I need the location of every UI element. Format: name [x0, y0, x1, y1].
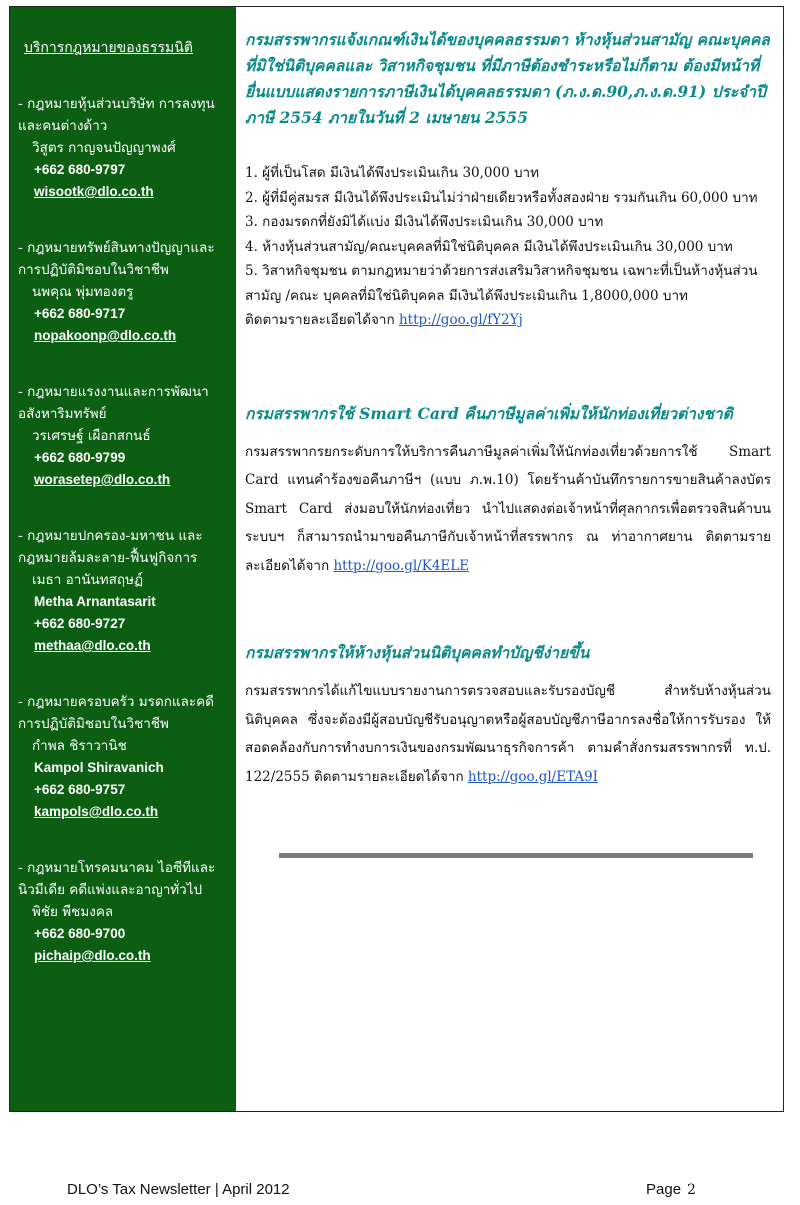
- contact-email[interactable]: wisootk@dlo.co.th: [34, 184, 154, 199]
- contact-block: [18, 381, 236, 491]
- contact-name: พิชัย พืชมงคล: [32, 904, 114, 920]
- footer-page: [646, 1181, 696, 1198]
- sidebar: [10, 7, 236, 1111]
- list-item: 5. วิสาหกิจชุมชน ตามกฎหมายว่าด้วยการส่งเสริมวิสาหกิจชุมชน เฉพาะที่เป็นห้างหุ้นส่วนสามัญ /คณะ บุคคลที่มิใช่นิติบุคคล มีเงินได้พึงประเมินเกิน 1,8000,000 บาท: [245, 263, 758, 304]
- list-item: 3. กองมรดกที่ยังมิได้แบ่ง มีเงินได้พึงประเมินเกิน 30,000 บาท: [245, 214, 604, 230]
- contact-phone: +662 680-9797: [34, 162, 126, 177]
- contact-phone: +662 680-9700: [34, 926, 126, 941]
- contact-area: - กฎหมายปกครอง-มหาชน และ: [18, 528, 203, 544]
- article2-headline: กรมสรรพากรใช้ Smart Card คืนภาษีมูลค่าเพิ่มให้นักท่องเที่ยวต่างชาติ: [245, 403, 733, 423]
- contact-email[interactable]: nopakoonp@dlo.co.th: [34, 328, 177, 343]
- article3-link[interactable]: http://goo.gl/ETA9I: [467, 768, 599, 785]
- contact-area: การปฏิบัติมิชอบในวิชาชีพ: [18, 262, 169, 278]
- contact-block: [18, 691, 236, 823]
- list-item: 2. ผู้ที่มีคู่สมรส มีเงินได้พึงประเมินไม่ว่าฝ่ายเดียวหรือทั้งสองฝ่าย รวมกันเกิน 60,000 บาท: [245, 189, 758, 206]
- contact-name: วิสูตร กาญจนปัญญาพงศ์: [32, 140, 176, 156]
- contact-name: กำพล ชิราวานิช: [32, 738, 127, 754]
- contact-name-en: Metha Arnantasarit: [34, 594, 156, 609]
- article3-headline: กรมสรรพากรให้ห้างหุ้นส่วนนิติบุคคลทำบัญชีง่ายขึ้น: [245, 643, 590, 662]
- contact-email[interactable]: kampols@dlo.co.th: [34, 804, 159, 819]
- contact-block: [18, 93, 236, 203]
- contact-email[interactable]: methaa@dlo.co.th: [34, 638, 151, 653]
- contact-name: เมธา อานันทสฤษฏ์: [32, 572, 144, 588]
- page-number: 2: [687, 1182, 696, 1198]
- contact-area: การปฏิบัติมิชอบในวิชาชีพ: [18, 716, 169, 732]
- contact-name: นพคุณ พุ่มทองตรู: [32, 284, 134, 300]
- contact-list: [18, 93, 236, 967]
- contact-block: [18, 857, 236, 967]
- article2-text: กรมสรรพากรยกระดับการให้บริการคืนภาษีมูลค่าเพิ่มให้นักท่องเที่ยวด้วยการใช้ Smart Card แทนคำร้องขอคืนภาษีฯ (แบบ ภ.พ.10) โดยร้านค้าบันทึกรายการขายสินค้าลงบัตร Smart Card ส่งมอบให้นักท่องเที่ยว นำไปแสดงต่อเจ้าหน้าที่ศุลกากรเพื่อตรวจสินค้าบนระบบฯ ก็สามารถนำมาขอคืนภาษีกับเจ้าหน้าที่สรรพากร ณ ท่าอากาศยาน ติดตามรายละเอียดได้จาก: [245, 443, 771, 574]
- contact-area: - กฎหมายแรงงานและการพัฒนา: [18, 384, 209, 400]
- article1-headline: กรมสรรพากรแจ้งเกณฑ์เงินได้ของบุคคลธรรมดา ห้างหุ้นส่วนสามัญ คณะบุคคลที่มิใช่นิติบุคคลและ วิสาหกิจชุมชน ที่มีภาษีต้องชำระหรือไม่ก็ตาม ต้องมีหน้าที่ยื่นแบบแสดงรายการภาษีเงินได้บุคคลธรรมดา (ภ.ง.ด.90,ภ.ง.ด.91) ประจำปีภาษี 2554 ภายในวันที่ 2 เมษายน 2555: [245, 30, 770, 127]
- article2-link[interactable]: http://goo.gl/K4ELE: [333, 557, 470, 574]
- contact-block: [18, 237, 236, 347]
- article3-body: [245, 677, 771, 791]
- contact-phone: +662 680-9799: [34, 450, 126, 465]
- contact-phone: +662 680-9717: [34, 306, 126, 321]
- page-label: Page: [646, 1181, 682, 1198]
- list-item: 4. ห้างหุ้นส่วนสามัญ/คณะบุคคลที่มิใช่นิติบุคคล มีเงินได้พึงประเมินเกิน 30,000 บาท: [245, 238, 733, 255]
- contact-email[interactable]: worasetep@dlo.co.th: [34, 472, 171, 487]
- article1-reference: [245, 308, 771, 333]
- contact-name-en: Kampol Shiravanich: [34, 760, 164, 775]
- article1-link[interactable]: http://goo.gl/fY2Yj: [398, 312, 523, 328]
- contact-area: กฎหมายล้มละลาย-ฟื้นฟูกิจการ: [18, 550, 198, 566]
- article1-list: [245, 161, 771, 333]
- reference-text: ติดตามรายละเอียดได้จาก: [245, 312, 399, 328]
- contact-email[interactable]: pichaip@dlo.co.th: [34, 948, 151, 963]
- contact-area: - กฎหมายครอบครัว มรดกและคดี: [18, 694, 214, 710]
- contact-name: วรเศรษฐ์ เผือกสกนธ์: [32, 428, 151, 444]
- contact-area: - กฎหมายหุ้นส่วนบริษัท การลงทุน: [18, 96, 215, 112]
- page-frame: [9, 6, 784, 1112]
- contact-phone: +662 680-9727: [34, 616, 126, 631]
- contact-area: - กฎหมายโทรคมนาคม ไอซีทีและ: [18, 860, 216, 876]
- list-item: 1. ผู้ที่เป็นโสด มีเงินได้พึงประเมินเกิน 30,000 บาท: [245, 165, 540, 181]
- contact-area: อสังหาริมทรัพย์: [18, 406, 107, 422]
- contact-phone: +662 680-9757: [34, 782, 126, 797]
- contact-area: - กฎหมายทรัพย์สินทางปัญญาและ: [18, 240, 215, 256]
- contact-block: [18, 525, 236, 657]
- section-divider: [279, 853, 753, 858]
- article2-body: [245, 438, 771, 581]
- main-content: [236, 7, 783, 1111]
- contact-area: และคนต่างด้าว: [18, 118, 108, 134]
- footer-newsletter-title: DLO’s Tax Newsletter | April 2012: [67, 1181, 290, 1198]
- sidebar-title: บริการกฎหมายของธรรมนิติ: [24, 40, 193, 56]
- contact-area: นิวมีเดีย คดีแพ่งและอาญาทั่วไป: [18, 882, 203, 898]
- article3-text: กรมสรรพากรได้แก้ไขแบบรายงานการตรวจสอบและรับรองบัญชี สำหรับห้างหุ้นส่วนนิติบุคคล ซึ่งจะต้องมีผู้สอบบัญชีรับอนุญาตหรือผู้สอบบัญชีภาษีอากรลงชื่อให้การรับรอง ให้สอดคล้องกับการทำงบการเงินของกรมพัฒนาธุรกิจการค้า ตามคำสั่งกรมสรรพากรที่ ท.ป. 122/2555 ติดตามรายละเอียดได้จาก: [245, 683, 771, 785]
